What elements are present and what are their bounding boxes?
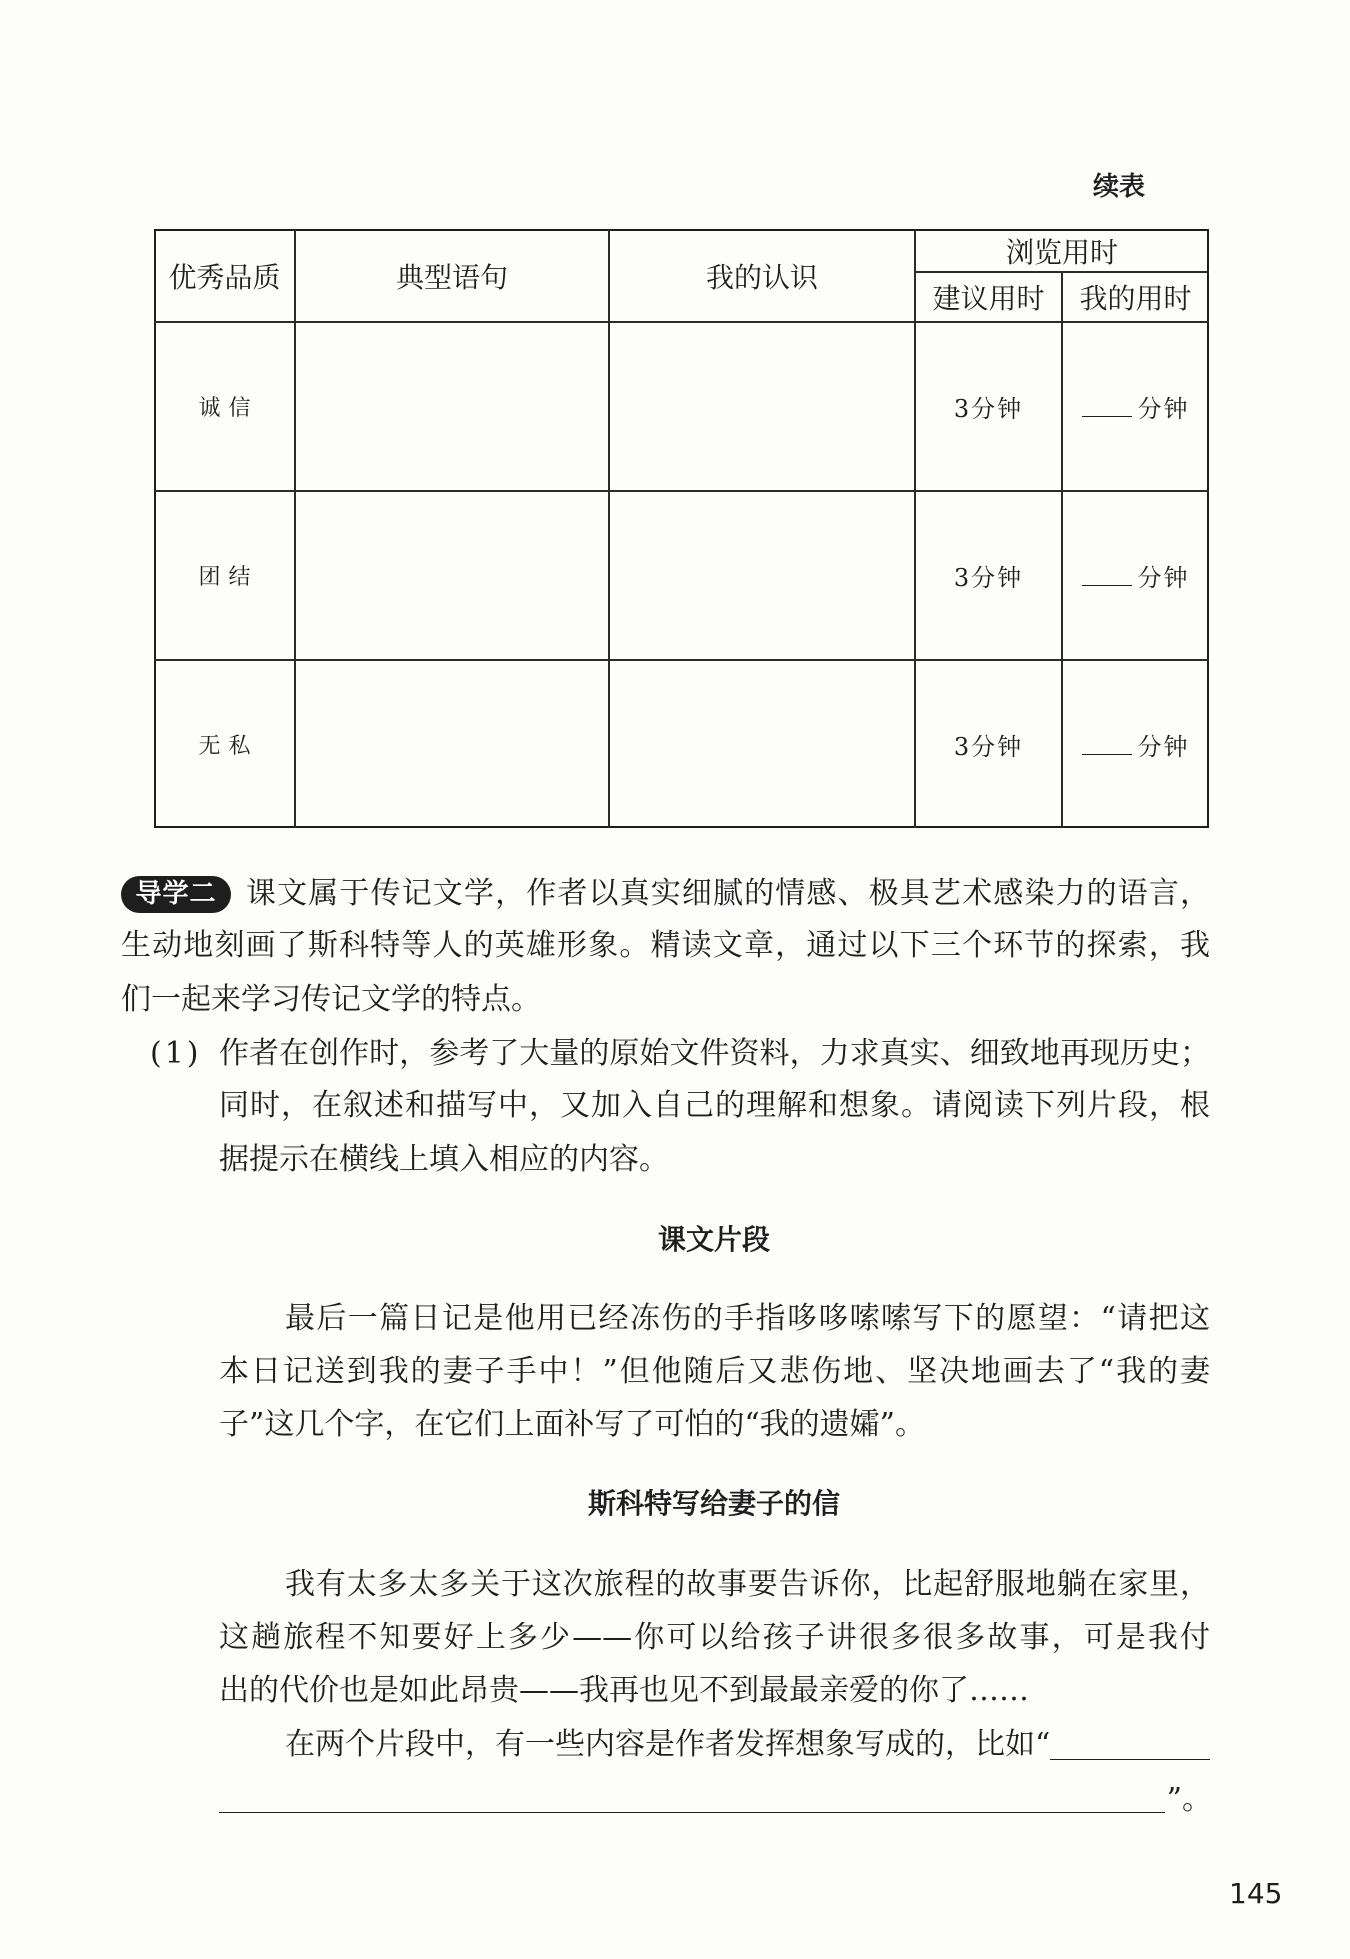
- my-time-cell: [1062, 491, 1209, 660]
- letter-text-line: 我有太多太多关于这次旅程的故事要告诉你，比起舒服地躺在家里，: [285, 1567, 1210, 1602]
- typical-sentence-cell: [295, 660, 609, 828]
- my-time-blank: [1082, 734, 1132, 755]
- letter-text-line: 出的代价也是如此昂贵——我再也见不到最最亲爱的你了……: [219, 1673, 1029, 1708]
- excerpt-text-line: 子”这几个字，在它们上面补写了可怕的“我的遗孀”。: [219, 1407, 926, 1442]
- suggested-time-cell: 3分钟: [953, 395, 1024, 423]
- suggested-time-cell: 3分钟: [953, 564, 1024, 592]
- answer-blank: [1050, 1725, 1210, 1760]
- excerpt-heading-letter: 斯科特写给妻子的信: [587, 1487, 840, 1520]
- excerpt-text-line: 本日记送到我的妻子手中！”但他随后又悲伤地、坚决地画去了“我的妻: [219, 1354, 1210, 1389]
- header-typical-sentence: 典型语句: [395, 260, 508, 294]
- my-time-blank: [1082, 396, 1132, 417]
- row-quality: 无私: [198, 733, 259, 759]
- my-understanding-cell: [609, 660, 915, 828]
- row-quality: 诚信: [198, 396, 259, 421]
- question-line: [219, 1780, 1212, 1820]
- my-understanding-cell: [609, 322, 915, 491]
- item-paragraph-line: 作者在创作时，参考了大量的原始文件资料，力求真实、细致地再现历史；: [219, 1036, 1210, 1071]
- question-prompt: 在两个片段中，有一些内容是作者发挥想象写成的，比如“: [285, 1727, 1051, 1762]
- item-paragraph-line: 同时，在叙述和描写中，又加入自己的理解和想象。请阅读下列片段，根: [219, 1088, 1210, 1123]
- my-time-unit: 分钟: [1137, 732, 1190, 761]
- quality-table: [154, 229, 1209, 828]
- excerpt-text-line: 最后一篇日记是他用已经冻伤的手指哆哆嗦嗦写下的愿望：“请把这: [285, 1301, 1210, 1336]
- guide-paragraph-line: 们一起来学习传记文学的特点。: [121, 982, 541, 1017]
- answer-blank: [219, 1780, 1165, 1813]
- my-time-cell: [1062, 322, 1209, 491]
- item-paragraph-line: 据提示在横线上填入相应的内容。: [219, 1142, 669, 1177]
- my-time-unit: 分钟: [1137, 395, 1190, 423]
- header-my-understanding: 我的认识: [705, 260, 818, 294]
- header-suggested-time: 建议用时: [932, 282, 1045, 315]
- typical-sentence-cell: [295, 491, 609, 660]
- suggested-time-cell: 3分钟: [953, 732, 1024, 761]
- guide-paragraph-line: 课文属于传记文学，作者以真实细腻的情感、极具艺术感染力的语言，: [246, 876, 1210, 911]
- header-my-time: 我的用时: [1079, 282, 1192, 315]
- my-understanding-cell: [609, 491, 915, 660]
- continued-table-label: 续表: [1093, 172, 1146, 202]
- header-quality: 优秀品质: [168, 260, 281, 294]
- guide-paragraph-line: 生动地刻画了斯科特等人的英雄形象。精读文章，通过以下三个环节的探索，我: [121, 928, 1210, 963]
- row-quality: 团结: [198, 565, 259, 590]
- header-browse-time: 浏览用时: [1005, 235, 1118, 269]
- guide-badge: 导学二: [121, 876, 231, 913]
- question-line: [285, 1725, 1210, 1765]
- letter-text-line: 这趟旅程不知要好上多少——你可以给孩子讲很多很多故事，可是我付: [219, 1620, 1210, 1655]
- typical-sentence-cell: [295, 322, 609, 491]
- page-number: 145: [1229, 1877, 1283, 1910]
- item-number: (1): [150, 1036, 202, 1071]
- my-time-unit: 分钟: [1137, 564, 1190, 592]
- question-closing: ”。: [1166, 1782, 1212, 1817]
- my-time-cell: [1062, 660, 1209, 828]
- excerpt-heading-text: 课文片段: [657, 1223, 770, 1256]
- my-time-blank: [1082, 565, 1132, 586]
